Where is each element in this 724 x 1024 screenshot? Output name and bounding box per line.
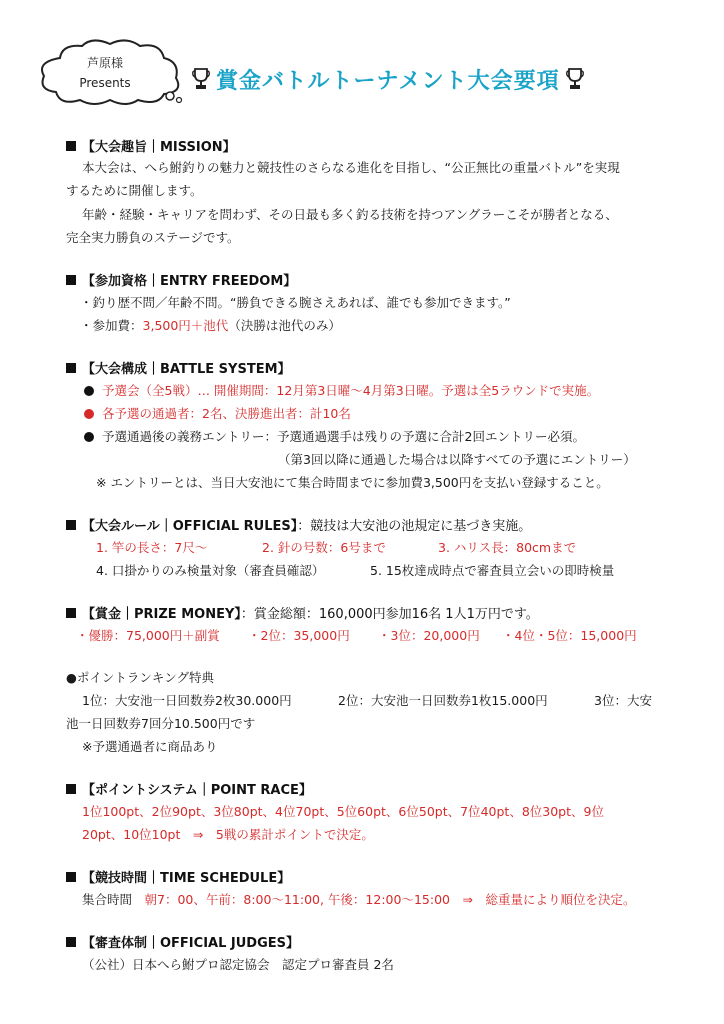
prize-heading: 【賞金｜PRIZE MONEY】：賞金総額：160,000円参加16名 1人1万円です。 (66, 603, 539, 622)
entry-eligibility: ・釣り歴不問／年齢不問。“勝負できる腕さえあれば、誰でも参加できます。” (80, 295, 511, 310)
badge-presents: Presents (79, 76, 131, 90)
ranking-item: 池一日回数券7回分10.500円です (66, 716, 256, 731)
presents-cloud-badge (30, 38, 190, 108)
prize-item: ・2位：35,000円 (248, 628, 350, 643)
points-line: 1位100pt、2位90pt、3位80pt、4位70pt、5位60pt、6位50pt、7位40pt、8位30pt、9位 (82, 804, 604, 819)
mission-text: 本大会は、へら鮒釣りの魅力と競技性のさらなる進化を目指し、“公正無比の重量バトル”を実現 (82, 160, 620, 175)
entry-fee-line: ・参加費：3,500円＋池代（決勝は池代のみ） (80, 318, 341, 333)
rule-item: 2. 針の号数：6号まで (262, 540, 386, 555)
system-heading: 【大会構成｜BATTLE SYSTEM】 (66, 358, 291, 377)
points-line: 20pt、10位10pt ⇒ 5戦の累計ポイントで決定。 (82, 827, 374, 842)
ranking-heading: ●ポイントランキング特典 (66, 670, 215, 685)
mission-heading: 【大会趣旨｜MISSION】 (66, 136, 236, 155)
trophy-icon (566, 67, 584, 91)
ranking-item: 2位：大安池一日回数券1枚15.000円 (338, 693, 548, 708)
points-heading: 【ポイントシステム｜POINT RACE】 (66, 779, 312, 798)
prize-item: ・4位・5位：15,000円 (502, 628, 637, 643)
entry-fee: 3,500円＋池代 (142, 318, 229, 333)
system-bullet: 予選通過後の義務エントリー：予選通過選手は残りの予選に合計2回エントリー必須。 (84, 427, 585, 445)
badge-name: 芦原様 (86, 56, 123, 70)
ranking-item: 1位：大安池一日回数券2枚30.000円 (82, 693, 292, 708)
prize-item: ・3位：20,000円 (378, 628, 480, 643)
prize-item: ・優勝：75,000円＋副賞 (76, 628, 220, 643)
entry-heading: 【参加資格｜ENTRY FREEDOM】 (66, 270, 296, 289)
rule-item: 5. 15枚達成時点で審査員立会いの即時検量 (370, 563, 615, 578)
rule-item: 4. 口掛かりのみ検量対象（審査員確認） (96, 563, 325, 578)
system-bullet: 各予選の通過者：2名、決勝進出者：計10名 (84, 404, 351, 422)
rule-item: 1. 竿の長さ：7尺～ (96, 540, 208, 555)
system-bullet: 予選会（全5戦）… 開催期間：12月第3日曜～4月第3日曜。予選は全5ラウンドで実施。 (84, 381, 599, 399)
mission-text: 年齢・経験・キャリアを問わず、その日最も多く釣る技術を持つアングラーこそが勝者となる、 (82, 207, 618, 222)
schedule-line: 集合時間 朝7：00、午前：8:00～11:00, 午後：12:00～15:00 ⇒ 総重量により順位を決定。 (82, 892, 636, 907)
rule-item: 3. ハリス長：80cmまで (438, 540, 577, 555)
system-note: ※ エントリーとは、当日大安池にて集合時間までに参加費3,500円を支払い登録すること。 (96, 475, 609, 490)
judges-line: （公社）日本へら鮒プロ認定協会 認定プロ審査員 2名 (82, 957, 394, 972)
system-note: （第3回以降に通過した場合は以降すべての予選にエントリー） (278, 452, 636, 467)
trophy-icon (192, 67, 210, 91)
judges-heading: 【審査体制｜OFFICIAL JUDGES】 (66, 932, 299, 951)
ranking-note: ※予選通過者に商品あり (82, 739, 218, 754)
rules-heading: 【大会ルール｜OFFICIAL RULES】：競技は大安池の池規定に基づき実施。 (66, 515, 531, 534)
ranking-item: 3位：大安 (594, 693, 652, 708)
page-title: 賞金バトルトーナメント大会要項 (216, 68, 560, 94)
mission-text: するために開催します。 (66, 183, 203, 198)
title-row (192, 62, 584, 96)
schedule-heading: 【競技時間｜TIME SCHEDULE】 (66, 867, 290, 886)
mission-text: 完全実力勝負のステージです。 (66, 230, 240, 245)
